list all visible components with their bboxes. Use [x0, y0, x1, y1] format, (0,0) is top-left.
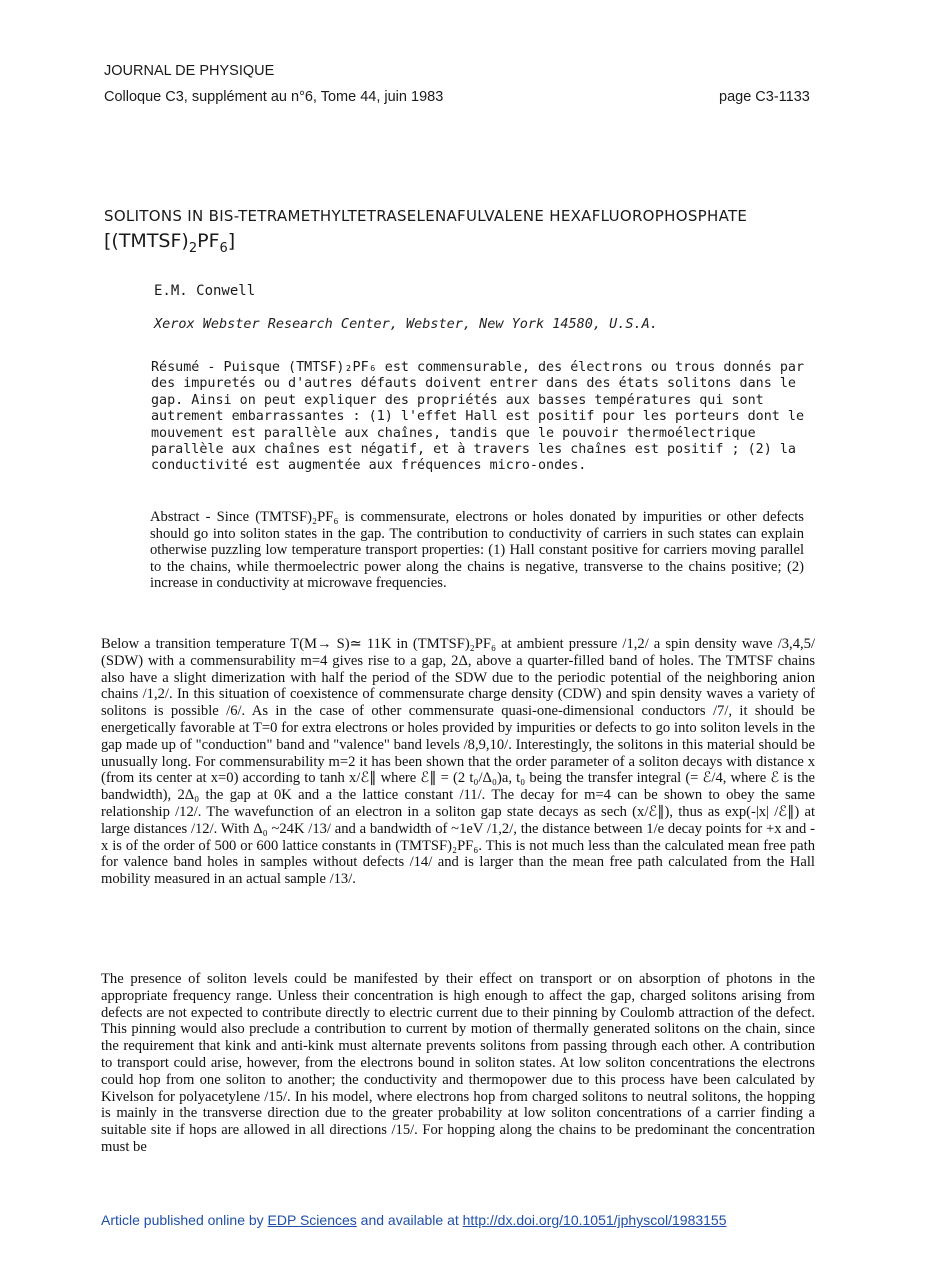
affiliation: Xerox Webster Research Center, Webster, New York 14580, U.S.A. [154, 316, 658, 332]
doi-link[interactable]: http://dx.doi.org/10.1051/jphyscol/1983155 [462, 1212, 727, 1228]
formula-sub-6: 6 [219, 240, 228, 256]
footer-middle: and available at [356, 1212, 463, 1228]
edp-sciences-link[interactable]: EDP Sciences [267, 1212, 357, 1228]
page-number: page C3-1133 [719, 89, 810, 105]
colloque-info: Colloque C3, supplément au n°6, Tome 44, juin 1983 [104, 89, 444, 105]
formula-close: ] [227, 230, 236, 252]
footer-prefix: Article published online by [101, 1212, 268, 1228]
publication-footer [101, 1212, 727, 1228]
journal-name: JOURNAL DE PHYSIQUE [104, 63, 275, 79]
abstract: Abstract - Since (TMTSF)₂PF₆ is commensurate, electrons or holes donated by impurities or other defects should go into soliton states in the gap. The contribution to conductivity of carriers in such states can explain otherwise puzzling low temperature transport properties: (1) Hall constant positive for carriers moving parallel to the chains, while thermoelectric power along the chains is negative, transverse to the chains positive; (2) increase in conductivity at microwave frequencies. [150, 509, 804, 592]
body-paragraph-1: Below a transition temperature T(M→ S)≃ 11K in (TMTSF)₂PF₆ at ambient pressure /1,2/ a spin density wave /3,4,5/ (SDW) with a commensurability m=4 gives rise to a gap, 2Δ, above a quarter-filled band of holes. The TMTSF chains also have a slight dimerization with half the period of the SDW due to the periodic potential of the neighboring anion chains /1,2/. In this situation of coexistence of commensurate charge density (CDW) and spin density waves a variety of solitons is possible /6/. As in the case of other commensurate quasi-one-dimensional conductors /7/, it should be energetically favorable at T=0 for extra electrons or holes provided by impurities or defects to go into soliton levels in the gap made up of "conduction" band and "valence" band levels /8,9,10/. Interestingly, the solitons in this material should be unusually long. For commensurability m=2 it has been shown that the order parameter of a soliton decays with distance x (from its center at x=0) according to tanh x/ℰ∥ where ℰ∥ = (2 t₀/Δ₀)a, t₀ being the transfer integral (= ℰ/4, where ℰ is the bandwidth), 2Δ₀ the gap at 0K and a the lattice constant /11/. The decay for m=4 can be shown to obey the same relationship /12/. The wavefunction of an electron in a soliton gap state decays as sech (x/ℰ∥), thus as exp(-|x| /ℰ∥) at large distances /12/. With Δ₀ ~24K /13/ and a bandwidth of ~1eV /1,2/, the distance between 1/e decay points for +x and -x is of the order of 500 or 600 lattice constants in (TMTSF)₂PF₆. This is not much less than the calculated mean free path for valence band holes in samples without defects /14/ and is larger than the mean free path calculated from the Hall mobility measured in an actual sample /13/. [101, 636, 815, 888]
formula-sub-2: 2 [188, 240, 198, 256]
author: E.M. Conwell [154, 283, 256, 299]
paper-title: SOLITONS IN BIS-TETRAMETHYLTETRASELENAFULVALENE HEXAFLUOROPHOSPHATE [104, 207, 748, 225]
body-paragraph-2: The presence of soliton levels could be manifested by their effect on transport or on absorption of photons in the appropriate frequency range. Unless their concentration is high enough to affect the gap, charged solitons arising from defects are not expected to contribute directly to electric current due to their pinning by Coulomb attraction of the defect. This pinning would also preclude a contribution to current by motion of thermally generated solitons on the chain, since the requirement that kink and anti-kink must alternate prevents solitons from passing through each other. A contribution to transport could arise, however, from the electrons bound in soliton states. At low soliton concentrations the electrons could hop from one soliton to another; the conductivity and thermopower due to this process have been calculated by Kivelson for polyacetylene /15/. In his model, where electrons hop from charged solitons to neutral solitons, the hopping is mainly in the transverse direction due to the greater probability at low soliton concentrations of a carrier finding a suitable site if hops are allowed in all directions /15/. For hopping along the chains to be predominant the concentration must be [101, 971, 815, 1155]
resume-french: Résumé - Puisque (TMTSF)₂PF₆ est commensurable, des électrons ou trous donnés par des impuretés ou d'autres défauts doivent entrer dans des états solitons dans le gap. Ainsi on peut expliquer des propriétés aux basses températures qui sont autrement embarrassantes : (1) l'effet Hall est positif pour les porteurs dont le mouvement est parallèle aux chaînes, tandis que le pouvoir thermoélectrique parallèle aux chaînes est négatif, et à travers les chaînes est positif ; (2) la conductivité est augmentée aux fréquences micro-ondes. [151, 360, 805, 474]
paper-title-formula [104, 230, 235, 256]
formula-pf: PF [197, 230, 220, 252]
formula-open: [(TMTSF) [104, 230, 189, 252]
